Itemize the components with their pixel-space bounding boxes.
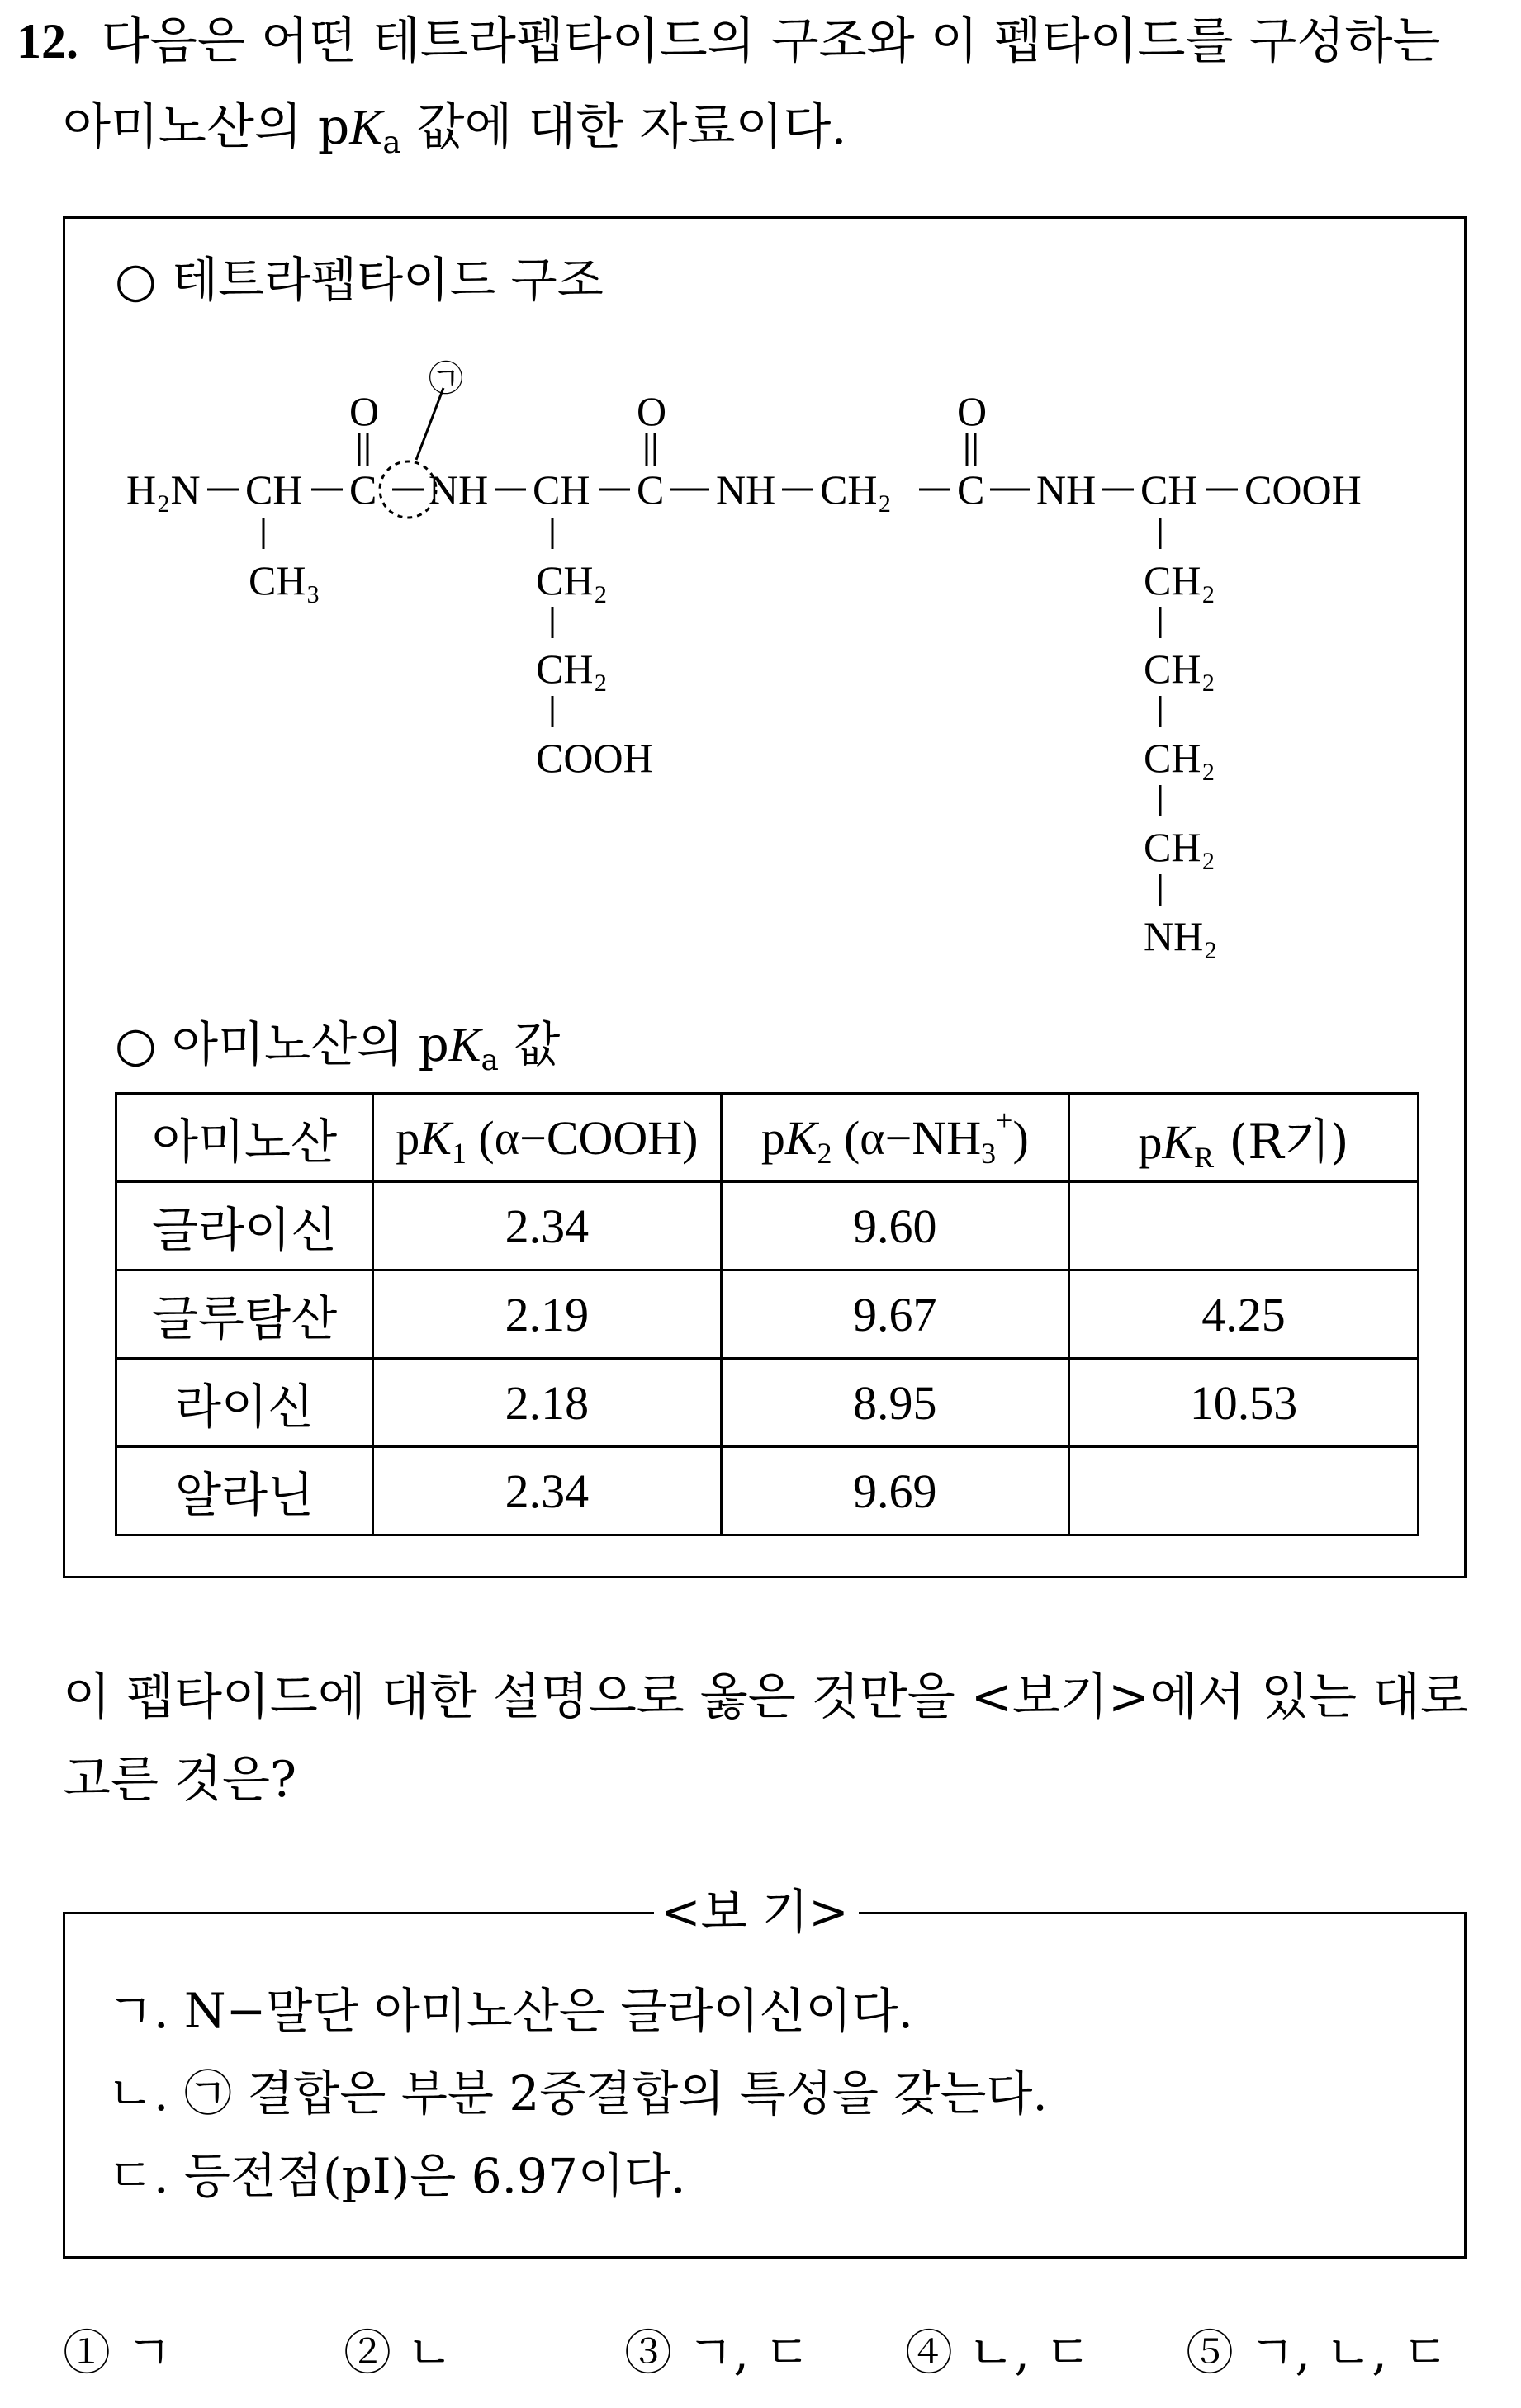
cell-pk1: 2.34 xyxy=(373,1182,721,1270)
chem-glu-ch2-1: CH₂ xyxy=(536,557,608,603)
table-row xyxy=(116,1447,1419,1535)
answer-options xyxy=(0,2311,1521,2394)
pka-table-header xyxy=(116,1094,1419,1182)
chem-lys-ch2-3: CH₂ xyxy=(1144,735,1215,781)
option-1[interactable]: ① ㄱ xyxy=(63,2325,173,2381)
statement-a: ㄱ. N−말단 아미노산은 글라이신이다. xyxy=(107,1983,913,2039)
chem-o-2: O xyxy=(637,388,667,434)
cell-amino-name: 글라이신 xyxy=(116,1182,373,1270)
cell-amino-name: 글루탐산 xyxy=(116,1270,373,1359)
option-2[interactable]: ② ㄴ xyxy=(344,2325,453,2381)
cell-pk2: 9.67 xyxy=(721,1270,1068,1359)
data-box xyxy=(63,216,1467,1578)
cell-pkr: 4.25 xyxy=(1068,1270,1418,1359)
option-3[interactable]: ③ ㄱ, ㄷ xyxy=(624,2325,811,2381)
chem-ch-1: CH xyxy=(245,466,303,513)
chem-c-1: C xyxy=(349,466,377,513)
chem-lys-ch2-1: CH₂ xyxy=(1144,557,1215,603)
question-number: 12. xyxy=(17,14,78,69)
chem-nh-3: NH xyxy=(1036,466,1097,513)
chem-cooh-terminal: COOH xyxy=(1244,466,1362,513)
question-line-2 xyxy=(63,86,846,168)
prompt-line-2: 고른 것은? xyxy=(63,1751,297,1809)
bogi-title: <보 기> xyxy=(661,1884,849,1940)
chem-c-2: C xyxy=(637,466,665,513)
question-text-1: 다음은 어떤 테트라펩타이드의 구조와 이 펩타이드를 구성하는 xyxy=(102,12,1441,70)
chem-nh-2: NH xyxy=(716,466,776,513)
prompt-line-1: 이 펩타이드에 대한 설명으로 옳은 것만을 <보기>에서 있는 대로 xyxy=(63,1668,1469,1726)
cell-pk1: 2.19 xyxy=(373,1270,721,1359)
cell-pk1: 2.34 xyxy=(373,1447,721,1535)
pka-heading-post: 값 xyxy=(498,1016,561,1072)
chem-o-1: O xyxy=(349,388,380,434)
chem-c-3: C xyxy=(957,466,985,513)
option-4[interactable]: ④ ㄴ, ㄷ xyxy=(905,2325,1092,2381)
chem-lys-nh2: NH₂ xyxy=(1144,913,1218,959)
bond-marker-label: ㉠ xyxy=(429,361,464,399)
pka-table xyxy=(115,1092,1419,1536)
structure-heading: ○ 테트라펩타이드 구조 xyxy=(115,252,604,308)
cell-pkr xyxy=(1068,1182,1418,1270)
bond-marker-pointer xyxy=(416,388,443,460)
cell-amino-name: 알라닌 xyxy=(116,1447,373,1535)
question-k-subscript: a xyxy=(382,124,401,161)
pka-heading-k: K xyxy=(448,1018,481,1072)
option-5[interactable]: ⑤ ㄱ, ㄴ, ㄷ xyxy=(1186,2325,1449,2381)
table-row xyxy=(116,1182,1419,1270)
statement-c: ㄷ. 등전점(pI)은 6.97이다. xyxy=(107,2148,686,2204)
chem-glu-cooh: COOH xyxy=(536,735,653,781)
table-row xyxy=(116,1359,1419,1447)
chem-ch2-main: CH₂ xyxy=(820,466,892,513)
pka-heading-text: ○ 아미노산의 p xyxy=(115,1016,449,1072)
header-amino-acid: 아미노산 xyxy=(116,1094,373,1182)
question-line-1 xyxy=(17,0,1440,83)
chem-h2n: H₂N xyxy=(126,466,201,513)
cell-amino-name: 라이신 xyxy=(116,1359,373,1447)
cell-pkr: 10.53 xyxy=(1068,1359,1418,1447)
cell-pk2: 8.95 xyxy=(721,1359,1068,1447)
cell-pk2: 9.60 xyxy=(721,1182,1068,1270)
header-pk1: $pK_1$ (α−COOH) xyxy=(373,1094,721,1182)
chem-lys-ch2-4: CH₂ xyxy=(1144,824,1215,870)
header-pkr: $pK_R$ (R기) xyxy=(1068,1094,1418,1182)
question-text-2b: 값에 대한 자료이다. xyxy=(400,98,847,156)
chem-lys-ch2-2: CH₂ xyxy=(1144,646,1215,692)
cell-pk1: 2.18 xyxy=(373,1359,721,1447)
question-k-symbol: K xyxy=(349,100,383,154)
chem-glu-ch2-2: CH₂ xyxy=(536,646,608,692)
question-text-2a: 아미노산의 p xyxy=(63,98,350,156)
chem-nh-1: NH xyxy=(429,466,489,513)
cell-pkr xyxy=(1068,1447,1418,1535)
header-pk2: $pK_2$ $(\alpha-NH_3^+)$ xyxy=(721,1094,1068,1182)
statement-b: ㄴ. ㉠ 결합은 부분 2중결합의 특성을 갖는다. xyxy=(107,2065,1048,2122)
cell-pk2: 9.69 xyxy=(721,1447,1068,1535)
pka-heading xyxy=(115,1011,560,1078)
pka-heading-sub: a xyxy=(481,1043,499,1077)
chem-ch-3: CH xyxy=(1140,466,1198,513)
chem-ch-2: CH xyxy=(533,466,590,513)
table-row xyxy=(116,1270,1419,1359)
chem-ch3: CH₃ xyxy=(249,557,320,603)
chem-o-3: O xyxy=(957,388,988,434)
